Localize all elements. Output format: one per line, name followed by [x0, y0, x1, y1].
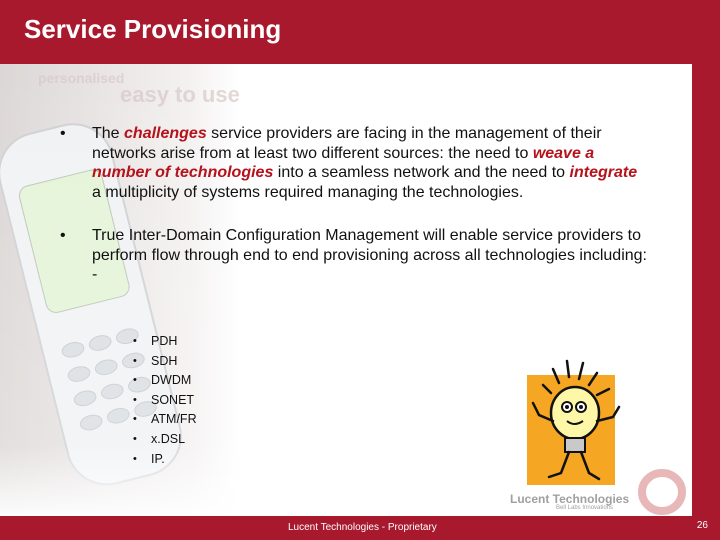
- lucent-innovation-ring-logo: [634, 466, 692, 518]
- text-run: The: [92, 125, 125, 142]
- bullet-text: True Inter-Domain Configuration Management will enable service providers to perform flow through end to end provisioning across all technologies including: -: [92, 227, 647, 283]
- bullet-dot: •: [133, 374, 137, 387]
- text-run: into a seamless network and the need to: [273, 164, 570, 181]
- list-item: [133, 391, 197, 411]
- bullet-dot: •: [133, 413, 137, 426]
- bullet-dot: •: [133, 335, 137, 347]
- bullet-dot: •: [133, 393, 137, 406]
- list-item: [133, 450, 197, 470]
- page-number: 26: [696, 520, 708, 531]
- footer-bar: [0, 516, 720, 540]
- bullet-dot: •: [133, 452, 137, 465]
- lightbulb-character-icon: [525, 355, 630, 490]
- watermark-personalised: personalised: [38, 70, 125, 86]
- item-label: x.DSL: [151, 431, 186, 446]
- bullet-configuration-management: [60, 226, 650, 285]
- list-item: [133, 352, 197, 372]
- emphasis-weave: weave a number of technologies: [92, 144, 595, 181]
- item-label: SONET: [151, 392, 195, 407]
- lucent-logo-text: Lucent Technologies: [510, 492, 630, 506]
- footer-text: Lucent Technologies - Proprietary: [288, 522, 437, 533]
- list-item: [133, 371, 197, 391]
- bullet-challenges: [60, 124, 650, 202]
- bullet-list: [60, 124, 650, 285]
- item-label: SDH: [151, 353, 178, 368]
- item-label: IP.: [151, 451, 165, 466]
- bullet-dot: •: [133, 354, 137, 367]
- list-item: [133, 332, 197, 352]
- watermark-easy-to-use: easy to use: [120, 82, 240, 107]
- emphasis-integrate: integrate: [569, 164, 638, 181]
- list-item: [133, 410, 197, 430]
- item-label: DWDM: [151, 373, 192, 388]
- item-label: PDH: [151, 334, 178, 348]
- item-label: ATM/FR: [151, 412, 197, 427]
- right-accent-strip: [692, 64, 720, 516]
- title-bar: [0, 0, 720, 64]
- bullet-dot: •: [60, 227, 66, 244]
- text-run: service providers are facing in the management of their networks arise from at least two different sources: the need to: [92, 125, 602, 162]
- text-run: a multiplicity of systems required managing the technologies.: [92, 183, 524, 201]
- lucent-logo-tagline: Bell Labs Innovations: [556, 505, 614, 511]
- slide-title: Service Provisioning: [24, 14, 282, 44]
- bullet-dot: •: [133, 432, 137, 445]
- emphasis-challenges: challenges: [124, 125, 207, 142]
- technology-list: [133, 332, 197, 469]
- bullet-dot: •: [60, 125, 66, 142]
- list-item: [133, 430, 197, 450]
